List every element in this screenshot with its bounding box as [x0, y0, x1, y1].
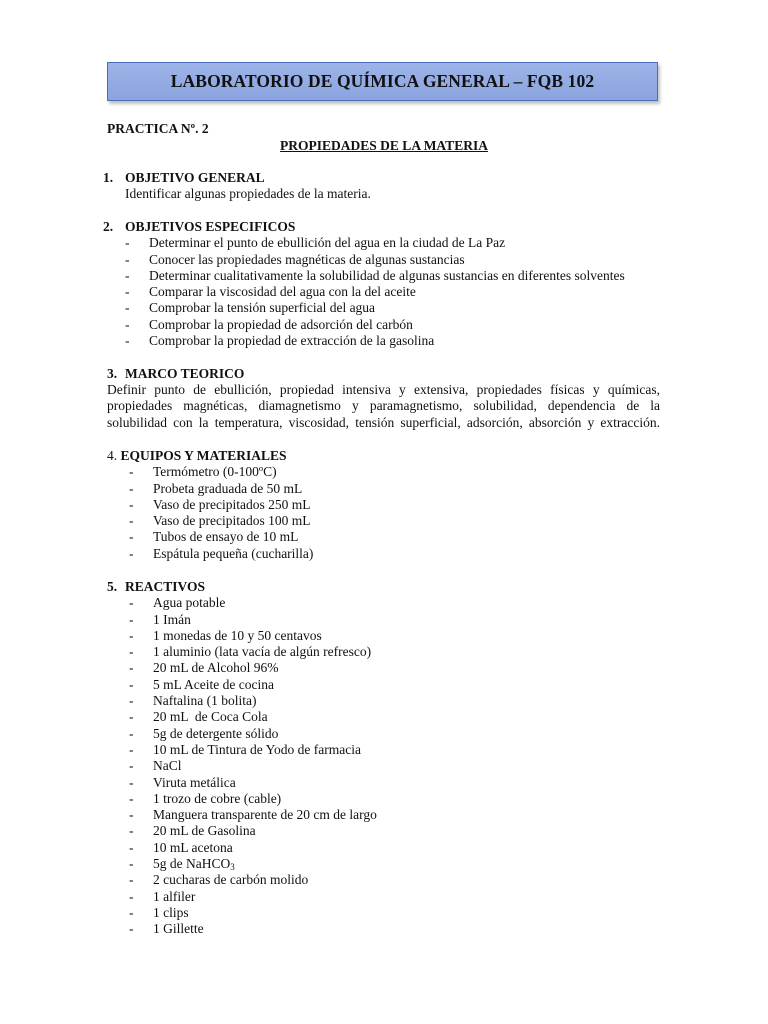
bullet-dash: -	[129, 741, 134, 757]
bullet-dash: -	[129, 464, 134, 480]
list-item	[107, 840, 377, 856]
section-number: 5.	[107, 579, 118, 594]
list-item	[107, 612, 377, 628]
bullet-dash: -	[129, 529, 134, 545]
list-item-text: 20 mL de Gasolina	[153, 823, 256, 839]
bullet-dash: -	[129, 480, 134, 496]
list-item	[103, 333, 625, 349]
bullet-dash: -	[129, 676, 134, 692]
bullet-dash: -	[129, 839, 134, 855]
bullet-dash: -	[129, 774, 134, 790]
list-item-text: NaCl	[153, 758, 182, 774]
list-item	[107, 856, 377, 872]
list-item-text: 20 mL de Alcohol 96%	[153, 660, 279, 676]
list-item	[107, 726, 377, 742]
list-item-text: 1 clips	[153, 904, 189, 920]
list-item-text: Termómetro (0-100ºC)	[153, 464, 277, 480]
bullet-dash: -	[129, 790, 134, 806]
bullet-dash: -	[129, 693, 134, 709]
document-title-banner	[107, 62, 658, 101]
list-item-text: Tubos de ensayo de 10 mL	[153, 529, 299, 545]
list-item	[107, 742, 377, 758]
list-item	[107, 791, 377, 807]
list-item	[107, 529, 313, 545]
paragraph-line: Definir punto de ebullición, propiedad intensiva y extensiva, propiedades físicas y químicas,	[107, 382, 660, 397]
list-item-text: Espátula pequeña (cucharilla)	[153, 545, 314, 561]
list-item-text: 1 trozo de cobre (cable)	[153, 790, 282, 806]
list-item-text: Vaso de precipitados 250 mL	[153, 496, 311, 512]
list-item-text: 10 mL acetona	[153, 839, 233, 855]
section-number: 1.	[103, 170, 114, 185]
equipment-list	[107, 464, 313, 562]
list-item	[107, 481, 313, 497]
section-heading	[107, 448, 313, 464]
marco-teorico-paragraph	[107, 382, 660, 431]
list-item	[107, 546, 313, 562]
list-item-text: Comprobar la tensión superficial del agua	[149, 300, 376, 316]
list-item	[107, 872, 377, 888]
list-item	[107, 823, 377, 839]
list-item-text: Viruta metálica	[153, 774, 236, 790]
section-title: EQUIPOS Y MATERIALES	[120, 448, 287, 463]
section-reactivos	[107, 579, 377, 938]
bullet-dash: -	[129, 709, 134, 725]
section-title: REACTIVOS	[125, 579, 205, 594]
list-item-text: Vaso de precipitados 100 mL	[153, 513, 311, 529]
list-item	[107, 660, 377, 676]
objectives-list	[103, 235, 625, 349]
section-equipos-materiales	[107, 448, 313, 562]
list-item	[107, 497, 313, 513]
bullet-dash: -	[129, 660, 134, 676]
bullet-dash: -	[129, 856, 134, 872]
reagents-list	[107, 595, 377, 937]
list-item-text: 5 mL Aceite de cocina	[153, 676, 274, 692]
bullet-dash: -	[129, 823, 134, 839]
bullet-dash: -	[129, 627, 134, 643]
bullet-dash: -	[129, 872, 134, 888]
list-item-text: 10 mL de Tintura de Yodo de farmacia	[153, 741, 361, 757]
list-item	[103, 300, 625, 316]
bullet-dash: -	[129, 611, 134, 627]
list-item	[107, 807, 377, 823]
bullet-dash: -	[129, 921, 134, 937]
bullet-dash: -	[129, 725, 134, 741]
list-item-text: Naftalina (1 bolita)	[153, 693, 257, 709]
list-item	[107, 709, 377, 725]
list-item-text: Comprobar la propiedad de adsorción del carbón	[149, 316, 413, 332]
section-title: MARCO TEORICO	[125, 366, 245, 381]
list-item-text: 20 mL de Coca Cola	[153, 709, 268, 725]
list-item	[107, 775, 377, 791]
list-item-text: Manguera transparente de 20 cm de largo	[153, 807, 377, 823]
list-item	[107, 628, 377, 644]
bullet-dash: -	[125, 251, 130, 267]
bullet-dash: -	[129, 496, 134, 512]
list-item	[107, 677, 377, 693]
list-item	[107, 889, 377, 905]
list-item-text: Comprobar la propiedad de extracción de la gasolina	[149, 333, 435, 349]
list-item	[107, 905, 377, 921]
list-item-text: 1 monedas de 10 y 50 centavos	[153, 627, 322, 643]
bullet-dash: -	[125, 267, 130, 283]
list-item	[103, 252, 625, 268]
list-item	[107, 513, 313, 529]
bullet-dash: -	[129, 545, 134, 561]
bullet-dash: -	[129, 758, 134, 774]
list-item	[103, 284, 625, 300]
bullet-dash: -	[125, 333, 130, 349]
list-item-text: Probeta graduada de 50 mL	[153, 480, 303, 496]
list-item-text: 1 Gillette	[153, 921, 204, 937]
list-item	[103, 235, 625, 251]
paragraph-line: propiedades magnéticas, diamagnetismo y paramagnetismo, solubilidad, dependencia de la	[107, 398, 660, 414]
document-title: LABORATORIO DE QUÍMICA GENERAL – FQB 102	[170, 71, 595, 92]
list-item-text: Comparar la viscosidad del agua con la del aceite	[149, 284, 416, 300]
list-item-text: 1 Imán	[153, 611, 191, 627]
bullet-dash: -	[129, 888, 134, 904]
list-item	[103, 268, 625, 284]
paragraph-line: solubilidad con la temperatura, viscosidad, tensión superficial, adsorción, absorción y extracción.	[107, 414, 660, 430]
list-item	[107, 595, 377, 611]
section-number: 3.	[107, 366, 118, 381]
list-item	[103, 317, 625, 333]
list-item-text: Determinar el punto de ebullición del agua en la ciudad de La Paz	[149, 235, 506, 251]
bullet-dash: -	[129, 904, 134, 920]
bullet-dash: -	[129, 644, 134, 660]
bullet-dash: -	[125, 284, 130, 300]
list-item-text: Agua potable	[153, 595, 226, 611]
list-item	[107, 693, 377, 709]
section-number: 2.	[103, 219, 114, 234]
list-item-text: Conocer las propiedades magnéticas de algunas sustancias	[149, 251, 465, 267]
list-item	[107, 758, 377, 774]
list-item	[107, 644, 377, 660]
subscript: 3	[230, 862, 235, 873]
list-item	[107, 921, 377, 937]
list-item-text: 5g de detergente sólido	[153, 725, 279, 741]
section-title: OBJETIVO GENERAL	[125, 170, 265, 185]
bullet-dash: -	[125, 300, 130, 316]
list-item-text: 5g de NaHCO	[153, 856, 231, 872]
section-title: OBJETIVOS ESPECIFICOS	[125, 219, 296, 234]
list-item-text: 1 aluminio (lata vacía de algún refresco)	[153, 644, 372, 660]
list-item	[107, 464, 313, 480]
section-heading	[107, 579, 377, 595]
section-heading	[103, 219, 625, 235]
bullet-dash: -	[129, 595, 134, 611]
list-item-text: 1 alfiler	[153, 888, 196, 904]
bullet-dash: -	[129, 513, 134, 529]
list-item-text: Determinar cualitativamente la solubilidad de algunas sustancias en diferentes solventes	[149, 267, 625, 283]
bullet-dash: -	[125, 235, 130, 251]
bullet-dash: -	[125, 316, 130, 332]
section-objetivos-especificos	[103, 219, 625, 349]
list-item-text: 2 cucharas de carbón molido	[153, 872, 309, 888]
section-objetivo-general	[103, 170, 371, 203]
section-text: Identificar algunas propiedades de la materia.	[125, 186, 371, 202]
practice-subtitle: PROPIEDADES DE LA MATERIA	[280, 138, 488, 153]
bullet-dash: -	[129, 807, 134, 823]
section-heading	[103, 170, 371, 186]
section-marco-teorico-heading	[107, 366, 244, 382]
practice-number: PRACTICA Nº. 2	[107, 121, 209, 136]
section-number: 4.	[107, 448, 118, 463]
